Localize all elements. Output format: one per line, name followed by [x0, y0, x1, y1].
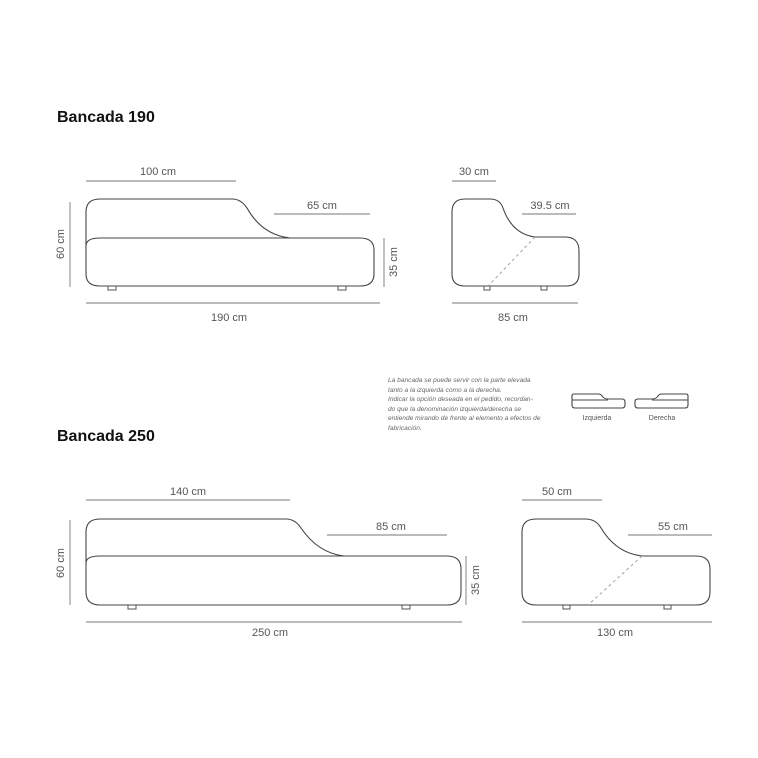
dim-label-frontlow-190: 39.5 cm	[530, 200, 570, 212]
side-view-190	[55, 166, 400, 324]
note-line: entiende mirando de frente al elemento a efectos de	[388, 415, 541, 423]
dim-label-top-250: 140 cm	[169, 486, 207, 498]
dim-label-depth-190: 85 cm	[498, 312, 528, 324]
note-line: fabricación.	[388, 424, 422, 432]
orientation-legend	[572, 394, 688, 422]
side-view-250	[55, 486, 482, 639]
dim-label-low-250: 85 cm	[376, 521, 406, 533]
dim-label-height-250: 60 cm	[55, 548, 67, 578]
dim-label-seat-190: 35 cm	[388, 247, 400, 277]
bench-front-foot-left-190	[484, 286, 490, 290]
bench-front-foot-right-250	[664, 605, 671, 609]
dim-label-depth-250: 130 cm	[596, 627, 634, 639]
section-title-190: Bancada 190	[57, 109, 155, 126]
dim-label-length-190: 190 cm	[210, 312, 248, 324]
bench-front-foot-left-250	[563, 605, 570, 609]
dim-label-frontlow-250: 55 cm	[658, 521, 688, 533]
label-izquierda: Izquierda	[582, 415, 612, 422]
bench-foot-left-250	[128, 605, 136, 609]
dim-label-seat-250: 35 cm	[470, 565, 482, 595]
dim-label-fronttop-250: 50 cm	[542, 486, 572, 498]
note-line: do que la denominación izquierda/derecha se	[388, 405, 522, 413]
front-view-250	[522, 486, 712, 639]
note-line: La bancada se puede servir con la parte elevada	[388, 377, 531, 384]
section-title-250: Bancada 250	[57, 428, 155, 445]
note-line: Indicar la opción deseada en el pedido, recordan-	[388, 396, 533, 404]
dim-label-top-190: 100 cm	[139, 166, 177, 178]
bench-foot-right-250	[402, 605, 410, 609]
icon-derecha	[635, 394, 688, 408]
label-derecha: Derecha	[648, 415, 676, 422]
bench-side-outline-190	[86, 199, 374, 286]
bench-foot-left-190	[108, 286, 116, 290]
note-line: tanto a la izquierda como a la derecha.	[388, 386, 502, 394]
dim-label-fronttop-190: 30 cm	[459, 166, 489, 178]
bench-front-outline-190	[452, 199, 579, 286]
dim-label-length-250: 250 cm	[251, 627, 289, 639]
dim-label-height-190: 60 cm	[55, 229, 67, 259]
dim-label-low-190: 65 cm	[307, 200, 337, 212]
bench-front-cutline-190	[488, 237, 535, 286]
orientation-note	[388, 376, 568, 434]
bench-front-foot-right-190	[541, 286, 547, 290]
icon-izquierda	[572, 394, 625, 408]
front-view-190	[452, 166, 579, 324]
bench-front-cutline-250	[588, 556, 642, 605]
bench-foot-right-190	[338, 286, 346, 290]
